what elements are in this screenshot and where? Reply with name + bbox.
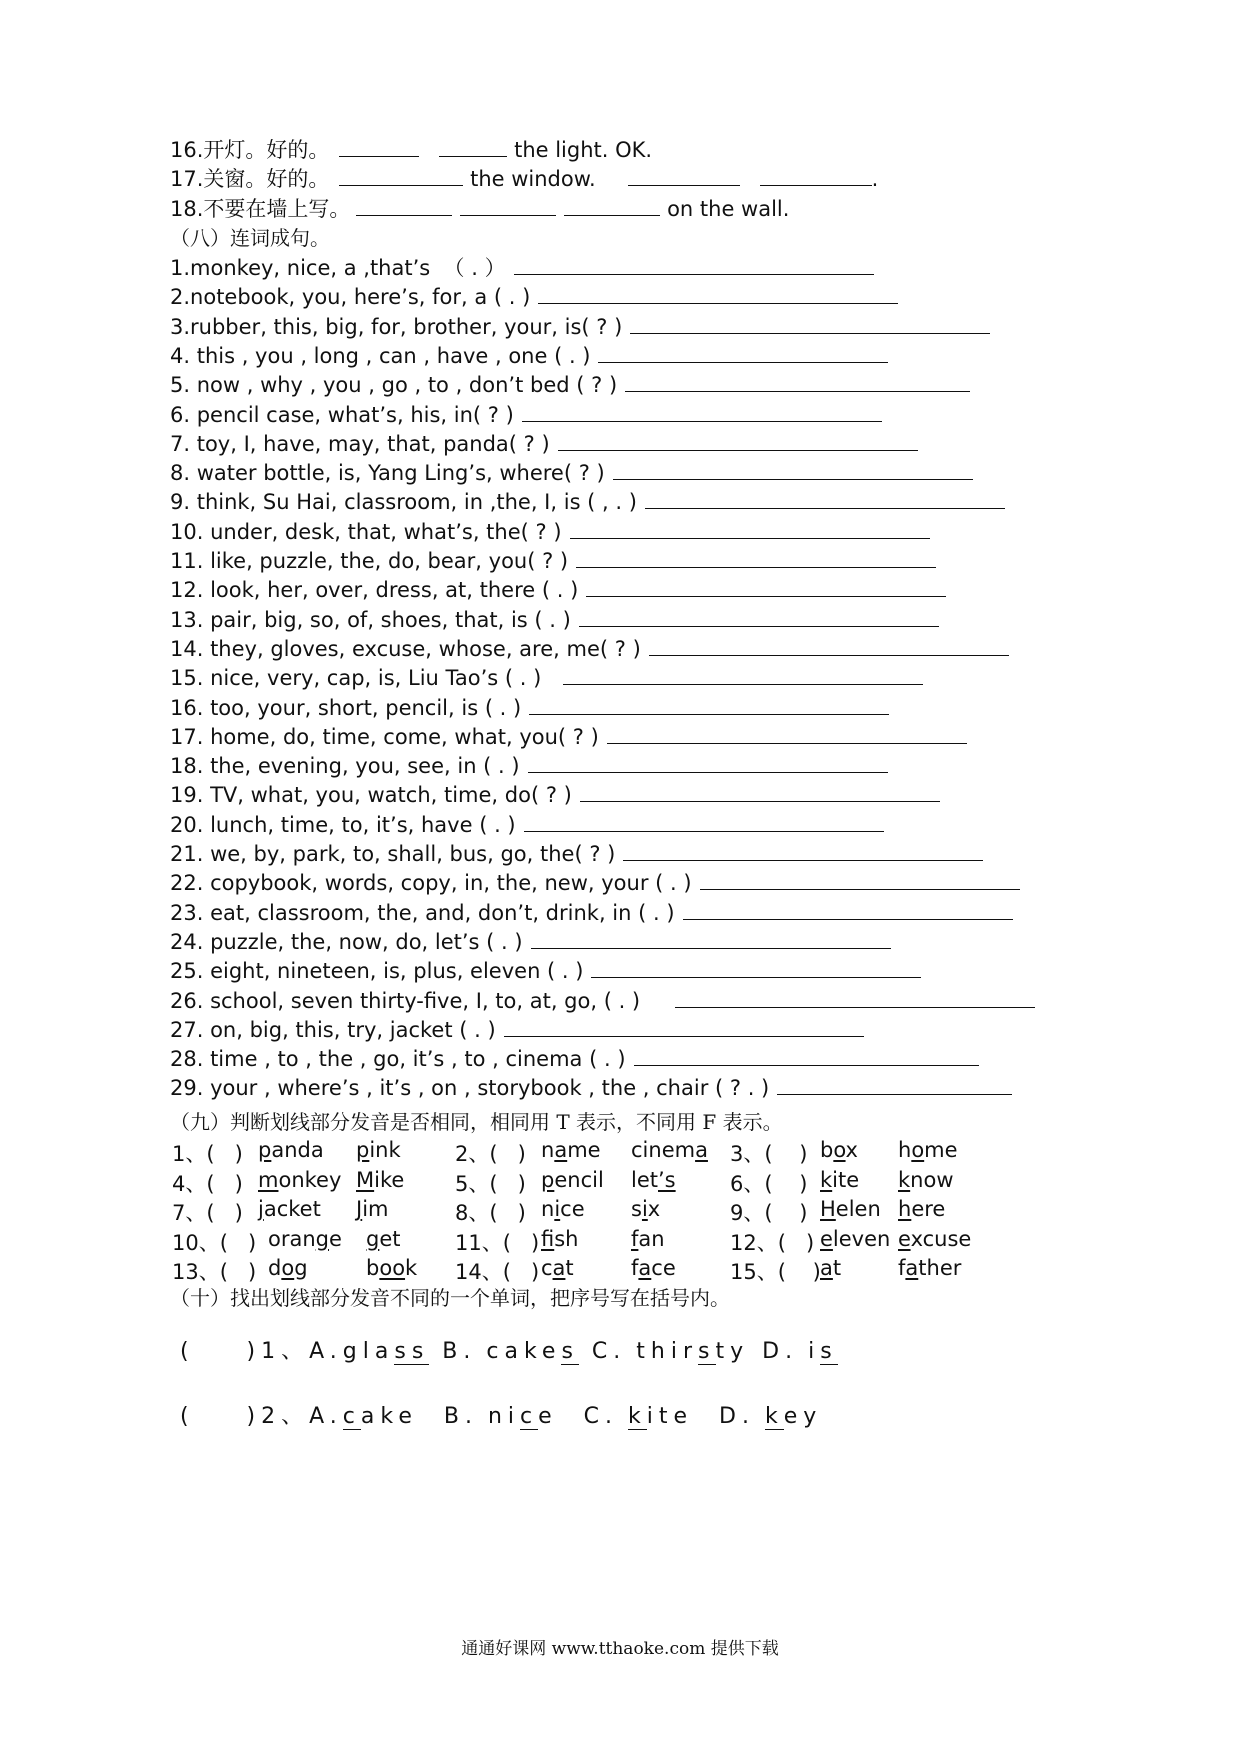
translation-item-16 [170,136,652,164]
item-text: on the wall. [660,197,790,221]
phonics-item-number: 8、( ) [455,1201,526,1225]
sentence-answer-blank[interactable] [576,547,936,568]
word-part: ish [554,1226,579,1251]
sentence-item [170,811,884,839]
underlined-sound: k [820,1167,833,1192]
sentence-item [170,283,898,311]
underlined-sound: j [258,1197,264,1221]
sentence-answer-blank[interactable] [625,371,970,392]
sentence-answer-blank[interactable] [683,899,1013,920]
sentence-words: 14. they, gloves, excuse, whose, are, me( ? ) [170,636,641,661]
sentence-item [170,1016,864,1044]
sentence-words: 3.rubber, this, big, for, brother, your, is( ? ) [170,314,623,339]
question-prefix: ( )2、A. [180,1404,343,1429]
phonics-word [541,1227,579,1251]
underlined-sound: a [638,1256,652,1280]
word-part: c [541,1256,553,1280]
phonics-item-number: 9、( ) [730,1201,808,1225]
underlined-sound: i [641,1197,648,1221]
sentence-answer-blank[interactable] [579,606,939,627]
word-part: ike [374,1167,405,1192]
underlined-sound: k [764,1404,784,1429]
underlined-sound: c [342,1404,361,1429]
phonics-answer-box[interactable] [485,1138,525,1164]
phonics-answer-box[interactable] [760,1138,800,1164]
phonics-item-number: 5、( ) [455,1171,526,1196]
sentence-answer-blank[interactable] [570,518,930,539]
phonics-answer-box[interactable] [485,1197,525,1223]
sentence-item [170,635,1009,663]
phonics-word [541,1256,574,1280]
sentence-answer-blank[interactable] [623,840,983,861]
section-9-heading: （九）判断划线部分发音是否相同，相同用 T 表示，不同用 F 表示。 [170,1110,783,1134]
word-part: now [910,1167,954,1192]
sentence-answer-blank[interactable] [580,781,940,802]
phonics-answer-box[interactable] [202,1227,242,1253]
word-part: n [541,1138,555,1162]
underlined-sound: s [820,1339,838,1364]
sentence-words: 28. time , to , the , go, it’s , to , cinema ( . ) [170,1047,626,1072]
word-part: e [329,1226,342,1251]
phonics-answer-box[interactable] [485,1227,525,1253]
section-10-heading: （十）找出划线部分发音不同的一个单词，把序号写在括号内。 [170,1286,730,1310]
word-part: an [638,1226,665,1251]
answer-blank[interactable] [356,195,452,216]
word-part: x [647,1197,661,1221]
sentence-words: 25. eight, nineteen, is, plus, eleven ( . ) [170,959,584,984]
sentence-item [170,430,918,458]
phonics-word [268,1256,308,1280]
sentence-answer-blank[interactable] [630,313,990,334]
sentence-item [170,723,967,751]
underlined-sound: f [541,1226,555,1251]
pronunciation-question [180,1399,822,1430]
word-part: s [631,1197,642,1221]
phonics-word [356,1138,401,1162]
word-part: im [362,1197,389,1221]
sentence-words: 10. under, desk, that, what’s, the( ? ) [170,519,562,544]
answer-blank[interactable] [339,136,419,157]
phonics-word [631,1168,676,1192]
sentence-item [170,606,939,634]
sentence-item [170,313,990,341]
word-part: f [898,1256,906,1280]
sentence-answer-blank[interactable] [524,811,884,832]
sentence-answer-blank[interactable] [591,957,921,978]
phonics-answer-box[interactable] [760,1168,800,1194]
phonics-item-number: 3、( ) [730,1142,808,1166]
answer-blank[interactable] [628,165,740,186]
underlined-sound: ’s [658,1167,676,1192]
phonics-word [820,1168,859,1192]
phonics-word [541,1138,601,1162]
phonics-answer-box[interactable] [202,1168,242,1194]
sentence-item [170,928,891,956]
sentence-item [170,840,983,868]
phonics-word [541,1168,604,1192]
word-part: me [924,1138,958,1162]
phonics-word [268,1227,342,1251]
translation-item-18 [170,195,789,223]
sentence-answer-blank[interactable] [645,488,1005,509]
word-part: f [631,1256,639,1280]
item-text: 18.不要在墙上写。 [170,197,351,221]
question-prefix: ( )1、A. [180,1339,343,1364]
word-part: elen [835,1197,881,1221]
sentence-item [170,459,973,487]
phonics-item-number: 13、( ) [172,1260,257,1284]
item-text: 16.开灯。好的。 [170,138,330,162]
answer-blank[interactable] [760,165,872,186]
phonics-item-number: 2、( ) [455,1142,526,1166]
word-part: n [541,1197,555,1221]
phonics-item-number: 14、( ) [455,1260,540,1284]
underlined-sound: a [905,1256,919,1280]
sentence-words: 4. this , you , long , can , have , one ( . ) [170,343,591,368]
answer-blank[interactable] [564,195,660,216]
sentence-item [170,752,888,780]
item-text: 17.关窗。好的。 [170,167,330,191]
phonics-word [366,1256,417,1280]
word-part: k [405,1256,418,1280]
word-part: acket [263,1197,321,1221]
sentence-answer-blank[interactable] [598,342,888,363]
word-part: et [379,1226,401,1251]
phonics-answer-box[interactable] [760,1227,800,1253]
sentence-words: 13. pair, big, so, of, shoes, that, is ( . ) [170,607,571,632]
sentence-answer-blank[interactable] [529,694,889,715]
sentence-words: 20. lunch, time, to, it’s, have ( . ) [170,812,516,837]
phonics-word [820,1197,881,1221]
word-part: t [832,1256,842,1280]
phonics-word [258,1138,324,1162]
option-part: C. [557,1404,619,1429]
phonics-word [258,1168,341,1192]
underlined-sound: p [356,1138,370,1162]
underlined-sound: c [520,1404,539,1429]
sentence-words: 29. your , where’s , it’s , on , storybook , the , chair ( ? . ) [170,1076,770,1101]
sentence-words: 11. like, puzzle, the, do, bear, you( ? ) [170,549,569,573]
word-part: ite [832,1167,860,1192]
underlined-sound: k [628,1404,647,1429]
option-part: D. [749,1339,799,1364]
sentence-item [170,254,874,282]
phonics-item-number: 10、( ) [172,1230,257,1255]
word-part: ere [911,1197,946,1221]
phonics-answer-box[interactable] [760,1197,800,1223]
phonics-answer-box[interactable] [202,1197,242,1223]
word-part: d [268,1256,282,1280]
translation-item-17 [170,165,878,193]
section-8-heading: （八）连词成句。 [170,226,330,250]
sentence-words: 16. too, your, short, pencil, is ( . ) [170,695,522,720]
sentence-item [170,342,888,370]
sentence-words: 7. toy, I, have, may, that, panda( ? ) [170,431,550,456]
word-part: h [898,1138,912,1162]
phonics-item-number: 7、( ) [172,1201,243,1225]
phonics-word [820,1256,841,1280]
word-part: t [565,1256,574,1280]
sentence-words: 5. now , why , you , go , to , don’t bed ( ? ) [170,373,618,398]
word-part: anda [271,1138,324,1162]
underlined-sound: ss [394,1339,430,1364]
sentence-answer-blank[interactable] [777,1074,1012,1095]
phonics-answer-box[interactable] [202,1138,242,1164]
underlined-sound: p [258,1138,272,1162]
sentence-item [170,987,1035,1015]
word-part: oran [268,1226,316,1251]
answer-blank[interactable] [439,136,507,157]
underlined-sound: J [356,1197,363,1221]
sentence-answer-blank[interactable] [586,576,946,597]
option-part: cake [486,1339,562,1364]
word-part: x [845,1138,858,1162]
sentence-answer-blank[interactable] [675,987,1035,1008]
footer-credit: 通通好课网 www.tthaoke.com 提供下载 [461,1639,779,1659]
option-part: gla [342,1339,395,1364]
item-text: the light. OK. [507,138,653,162]
word-part: me [567,1138,601,1162]
answer-blank[interactable] [339,165,463,186]
sentence-words: 21. we, by, park, to, shall, bus, go, the( ? ) [170,842,616,866]
sentence-item [170,371,970,399]
underlined-sound: e [898,1226,911,1251]
sentence-answer-blank[interactable] [504,1016,864,1037]
phonics-answer-box[interactable] [485,1168,525,1194]
sentence-words: 26. school, seven thirty-five, I, to, at, go, ( . ) [170,988,667,1013]
phonics-item-number: 4、( ) [172,1171,243,1196]
pronunciation-question [180,1334,838,1365]
sentence-words: 27. on, big, this, try, jacket ( . ) [170,1017,496,1042]
word-part: ce [651,1256,676,1280]
sentence-answer-blank[interactable] [558,430,918,451]
word-part: cinem [631,1138,696,1162]
sentence-answer-blank[interactable] [531,928,891,949]
sentence-item [170,576,946,604]
phonics-word [631,1227,665,1251]
sentence-answer-blank[interactable] [634,1045,979,1066]
sentence-words: 22. copybook, words, copy, in, the, new, your ( . ) [170,871,692,896]
sentence-item [170,869,1020,897]
phonics-item-number: 1、( ) [172,1142,243,1166]
item-text: . [871,167,879,191]
answer-blank[interactable] [460,195,556,216]
phonics-item-number: 15、( ) [730,1260,821,1284]
sentence-answer-blank[interactable] [649,635,1009,656]
word-part: xcuse [910,1226,972,1251]
sentence-answer-blank[interactable] [613,459,973,480]
underlined-sound: m [258,1167,279,1192]
sentence-answer-blank[interactable] [700,869,1020,890]
option-part: ty [715,1339,750,1364]
option-part: i [808,1339,821,1364]
sentence-item [170,547,936,575]
underlined-sound: o [911,1138,925,1162]
phonics-item-number: 6、( ) [730,1171,808,1196]
word-part: g [294,1256,308,1280]
option-part: ite [646,1404,694,1429]
underlined-sound: g [366,1226,380,1251]
underlined-sound: s [561,1339,579,1364]
phonics-word [366,1227,401,1251]
sentence-words: 24. puzzle, the, now, do, let’s ( . ) [170,929,523,954]
underlined-sound: f [631,1226,639,1251]
option-part: C. [578,1339,627,1364]
sentence-answer-blank[interactable] [607,723,967,744]
underlined-sound: i [554,1197,561,1221]
underlined-sound: a [695,1138,708,1162]
phonics-word [631,1197,660,1221]
phonics-word [631,1256,676,1280]
sentence-words: 19. TV, what, you, watch, time, do( ? ) [170,783,572,808]
sentence-item [170,401,882,429]
sentence-answer-blank[interactable] [538,283,898,304]
word-part: b [366,1256,380,1280]
sentence-item [170,518,930,546]
option-part: D. [693,1404,755,1429]
underlined-sound: s [698,1339,716,1364]
option-part: ni [487,1404,521,1429]
underlined-sound: H [820,1197,836,1221]
sentence-item [170,488,1005,516]
phonics-word [898,1138,958,1162]
sentence-words: 6. pencil case, what’s, his, in( ? ) [170,402,514,427]
underlined-sound: k [898,1167,911,1192]
word-part: ther [918,1256,962,1280]
phonics-word [898,1227,971,1251]
sentence-words: 1.monkey, nice, a ,that’s （ . ） [170,256,506,280]
word-part: encil [554,1167,604,1192]
option-part: B. [429,1339,477,1364]
sentence-answer-blank[interactable] [563,664,923,685]
word-part: b [820,1138,834,1162]
phonics-word [541,1197,585,1221]
word-part: leven [832,1226,891,1251]
sentence-words: 2.notebook, you, here’s, for, a ( . ) [170,285,531,310]
sentence-item [170,899,1013,927]
phonics-word [820,1138,858,1162]
word-part: ink [369,1138,401,1162]
option-part: ake [360,1404,418,1429]
phonics-word [820,1227,890,1251]
phonics-word [356,1197,389,1221]
phonics-word [898,1256,961,1280]
sentence-answer-blank[interactable] [528,752,888,773]
underlined-sound: g [315,1226,330,1251]
phonics-answer-box[interactable] [760,1256,800,1282]
underlined-sound: o [833,1138,846,1162]
underlined-sound: e [820,1226,833,1251]
sentence-words: 15. nice, very, cap, is, Liu Tao’s ( . ) [170,666,555,691]
phonics-word [258,1197,321,1221]
underlined-sound: a [820,1256,833,1280]
underlined-sound: p [541,1167,555,1192]
sentence-item [170,1045,979,1073]
sentence-item [170,694,889,722]
sentence-words: 23. eat, classroom, the, and, don’t, drink, in ( . ) [170,900,675,925]
sentence-item [170,664,923,692]
sentence-words: 18. the, evening, you, see, in ( . ) [170,754,520,779]
sentence-words: 12. look, her, over, dress, at, there ( . ) [170,578,579,603]
word-part: let [631,1167,658,1192]
underlined-sound: o [281,1256,295,1280]
sentence-item [170,957,921,985]
word-part: ce [560,1197,585,1221]
underlined-sound: a [554,1138,568,1162]
sentence-words: 8. water bottle, is, Yang Ling’s, where( ? ) [170,461,605,486]
sentence-item [170,781,940,809]
phonics-word [898,1168,954,1192]
sentence-item [170,1074,1012,1102]
sentence-answer-blank[interactable] [522,401,882,422]
underlined-sound: M [356,1167,375,1192]
option-part: thir [636,1339,699,1364]
option-part: e [538,1404,558,1429]
option-part: B. [417,1404,478,1429]
underlined-sound: oo [379,1256,406,1280]
option-part: ey [783,1404,823,1429]
sentence-words: 17. home, do, time, come, what, you( ? ) [170,724,599,749]
phonics-answer-box[interactable] [485,1256,525,1282]
phonics-word [631,1138,708,1162]
sentence-words: 9. think, Su Hai, classroom, in ,the, I, is ( , . ) [170,490,637,515]
phonics-word [898,1197,945,1221]
phonics-item-number: 11、( ) [455,1230,540,1255]
sentence-answer-blank[interactable] [514,254,874,275]
underlined-sound: a [552,1256,566,1280]
phonics-item-number: 12、( ) [730,1230,815,1255]
item-text: the window. [463,167,596,191]
underlined-sound: h [898,1197,912,1221]
phonics-answer-box[interactable] [202,1256,242,1282]
phonics-word [356,1168,404,1192]
word-part: onkey [278,1167,342,1192]
